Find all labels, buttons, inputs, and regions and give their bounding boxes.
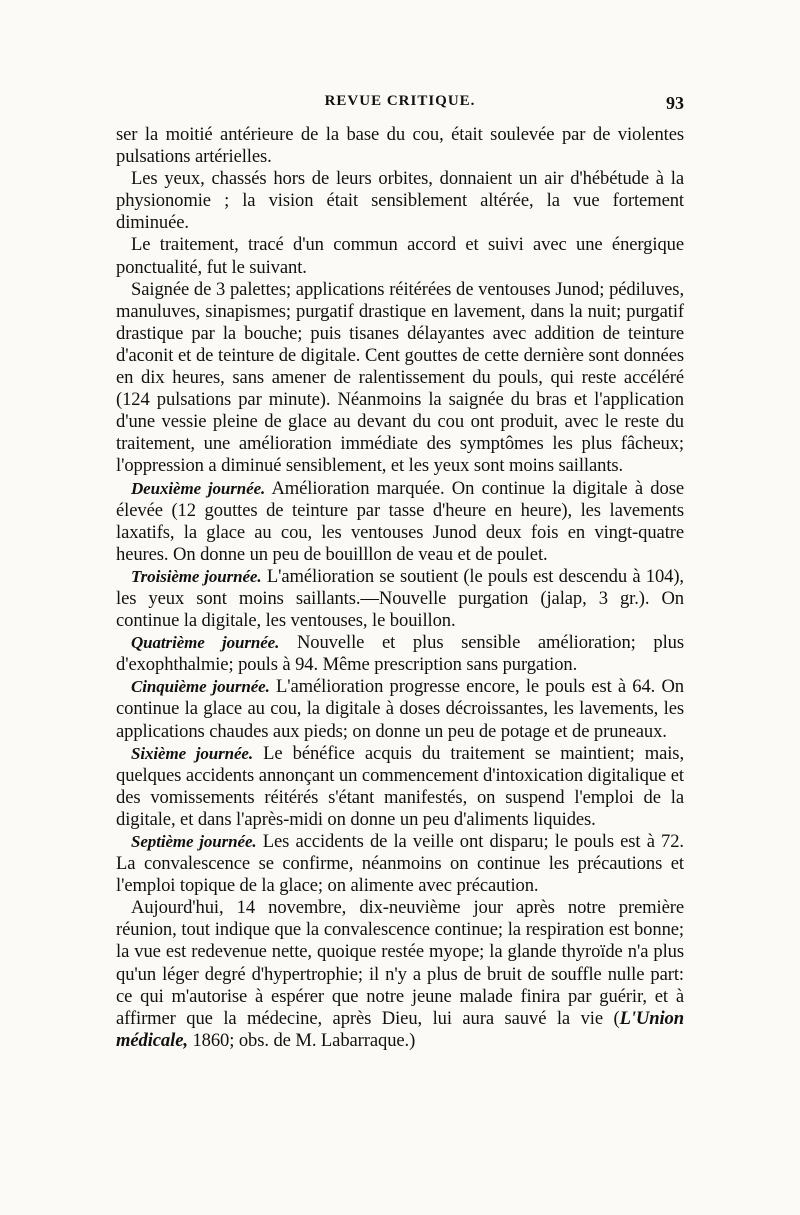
day-heading: Septième journée. [131, 832, 257, 851]
paragraph: Aujourd'hui, 14 novembre, dix-neuvième jour après notre première réunion, tout indique que la convalescence continue; la respiration est bonne; la vue est redevenue nette, quoique restée myope; la glande thyroïde n'a plus qu'un léger degré d'hypertrophie; il n'y a plus de bruit de souffle nulle part: ce qui m'autorise à espérer que notre jeune malade finira par guérir, et à affirmer que la médecine, après Dieu, lui aura sauvé la vie (L'Union médicale, 1860; obs. de M. Labarraque.) [116, 897, 684, 1051]
day-heading: Troisième journée. [131, 566, 262, 586]
page-number: 93 [666, 93, 684, 113]
day-heading: Quatrième journée. [131, 633, 280, 653]
running-header [116, 93, 684, 117]
paragraph: Saignée de 3 palettes; applications réitérées de ventouses Junod; pédiluves, manuluves, sinapismes; purgatif drastique en lavement, dans la nuit; purgatif drastique par la bouche; puis tisanes délayantes avec addition de teinture d'aconit et de teinture de digitale. Cent gouttes de cette dernière sont données en dix heures, sans amener de ralentissement du pouls, qui reste accéléré (124 pulsations par minute). Néanmoins la saignée du bras et l'application d'une vessie pleine de glace au devant du cou ont produit, avec le reste du traitement, une amélioration immédiate des symptômes les plus fâcheux; l'oppression a diminué sensiblement, et les yeux sont moins saillants. [116, 278, 684, 477]
article-body [116, 124, 684, 1052]
day-entry: Cinquième journée. L'amélioration progresse encore, le pouls est à 64. On continue la glace au cou, la digitale à doses décroissantes, les lavements, les applications chaudes aux pieds; on donne un peu de potage et de pruneaux. [116, 676, 684, 742]
day-heading: Deuxième journée. [131, 478, 266, 498]
day-entry: Sixième journée. Le bénéfice acquis du traitement se maintient; mais, quelques accidents annonçant un commencement d'intoxication digitalique et des vomissements réitérés s'étant manifestés, on suspend l'emploi de la digitale, et dans l'après-midi on donne un peu d'aliments liquides. [116, 742, 684, 830]
paragraph-continuation: ser la moitié antérieure de la base du cou, était soulevée par de violentes pulsations artérielles. [116, 124, 684, 168]
day-heading: Cinquième journée. [131, 677, 270, 697]
day-entry: Quatrième journée. Nouvelle et plus sensible amélioration; plus d'exophthalmie; pouls à 94. Même prescription sans purgation. [116, 632, 684, 676]
paragraph: Le traitement, tracé d'un commun accord et suivi avec une énergique ponctualité, fut le suivant. [116, 234, 684, 278]
day-entry: Deuxième journée. Amélioration marquée. On continue la digitale à dose élevée (12 gouttes de teinture par tasse d'heure en heure), les lavements laxatifs, la glace au cou, les ventouses Junod deux fois en vingt-quatre heures. On donne un peu de bouilllon de veau et de poulet. [116, 477, 684, 565]
running-title: REVUE CRITIQUE. [324, 93, 476, 109]
day-entry: Troisième journée. L'amélioration se soutient (le pouls est descendu à 104), les yeux sont moins saillants.—Nouvelle purgation (jalap, 3 gr.). On continue la digitale, les ventouses, le bouillon. [116, 565, 684, 632]
citation-journal: L'Union médicale, [116, 1007, 684, 1051]
paragraph: Les yeux, chassés hors de leurs orbites, donnaient un air d'hébétude à la physionomie ; la vision était sensiblement altérée, la vue fortement diminuée. [116, 168, 684, 234]
day-entry: Septième journée. Les accidents de la veille ont disparu; le pouls est à 72. La convalescence se confirme, néanmoins on continue les précautions et l'emploi topique de la glace; on alimente avec précaution. [116, 831, 684, 897]
day-heading: Sixième journée. [131, 743, 254, 763]
